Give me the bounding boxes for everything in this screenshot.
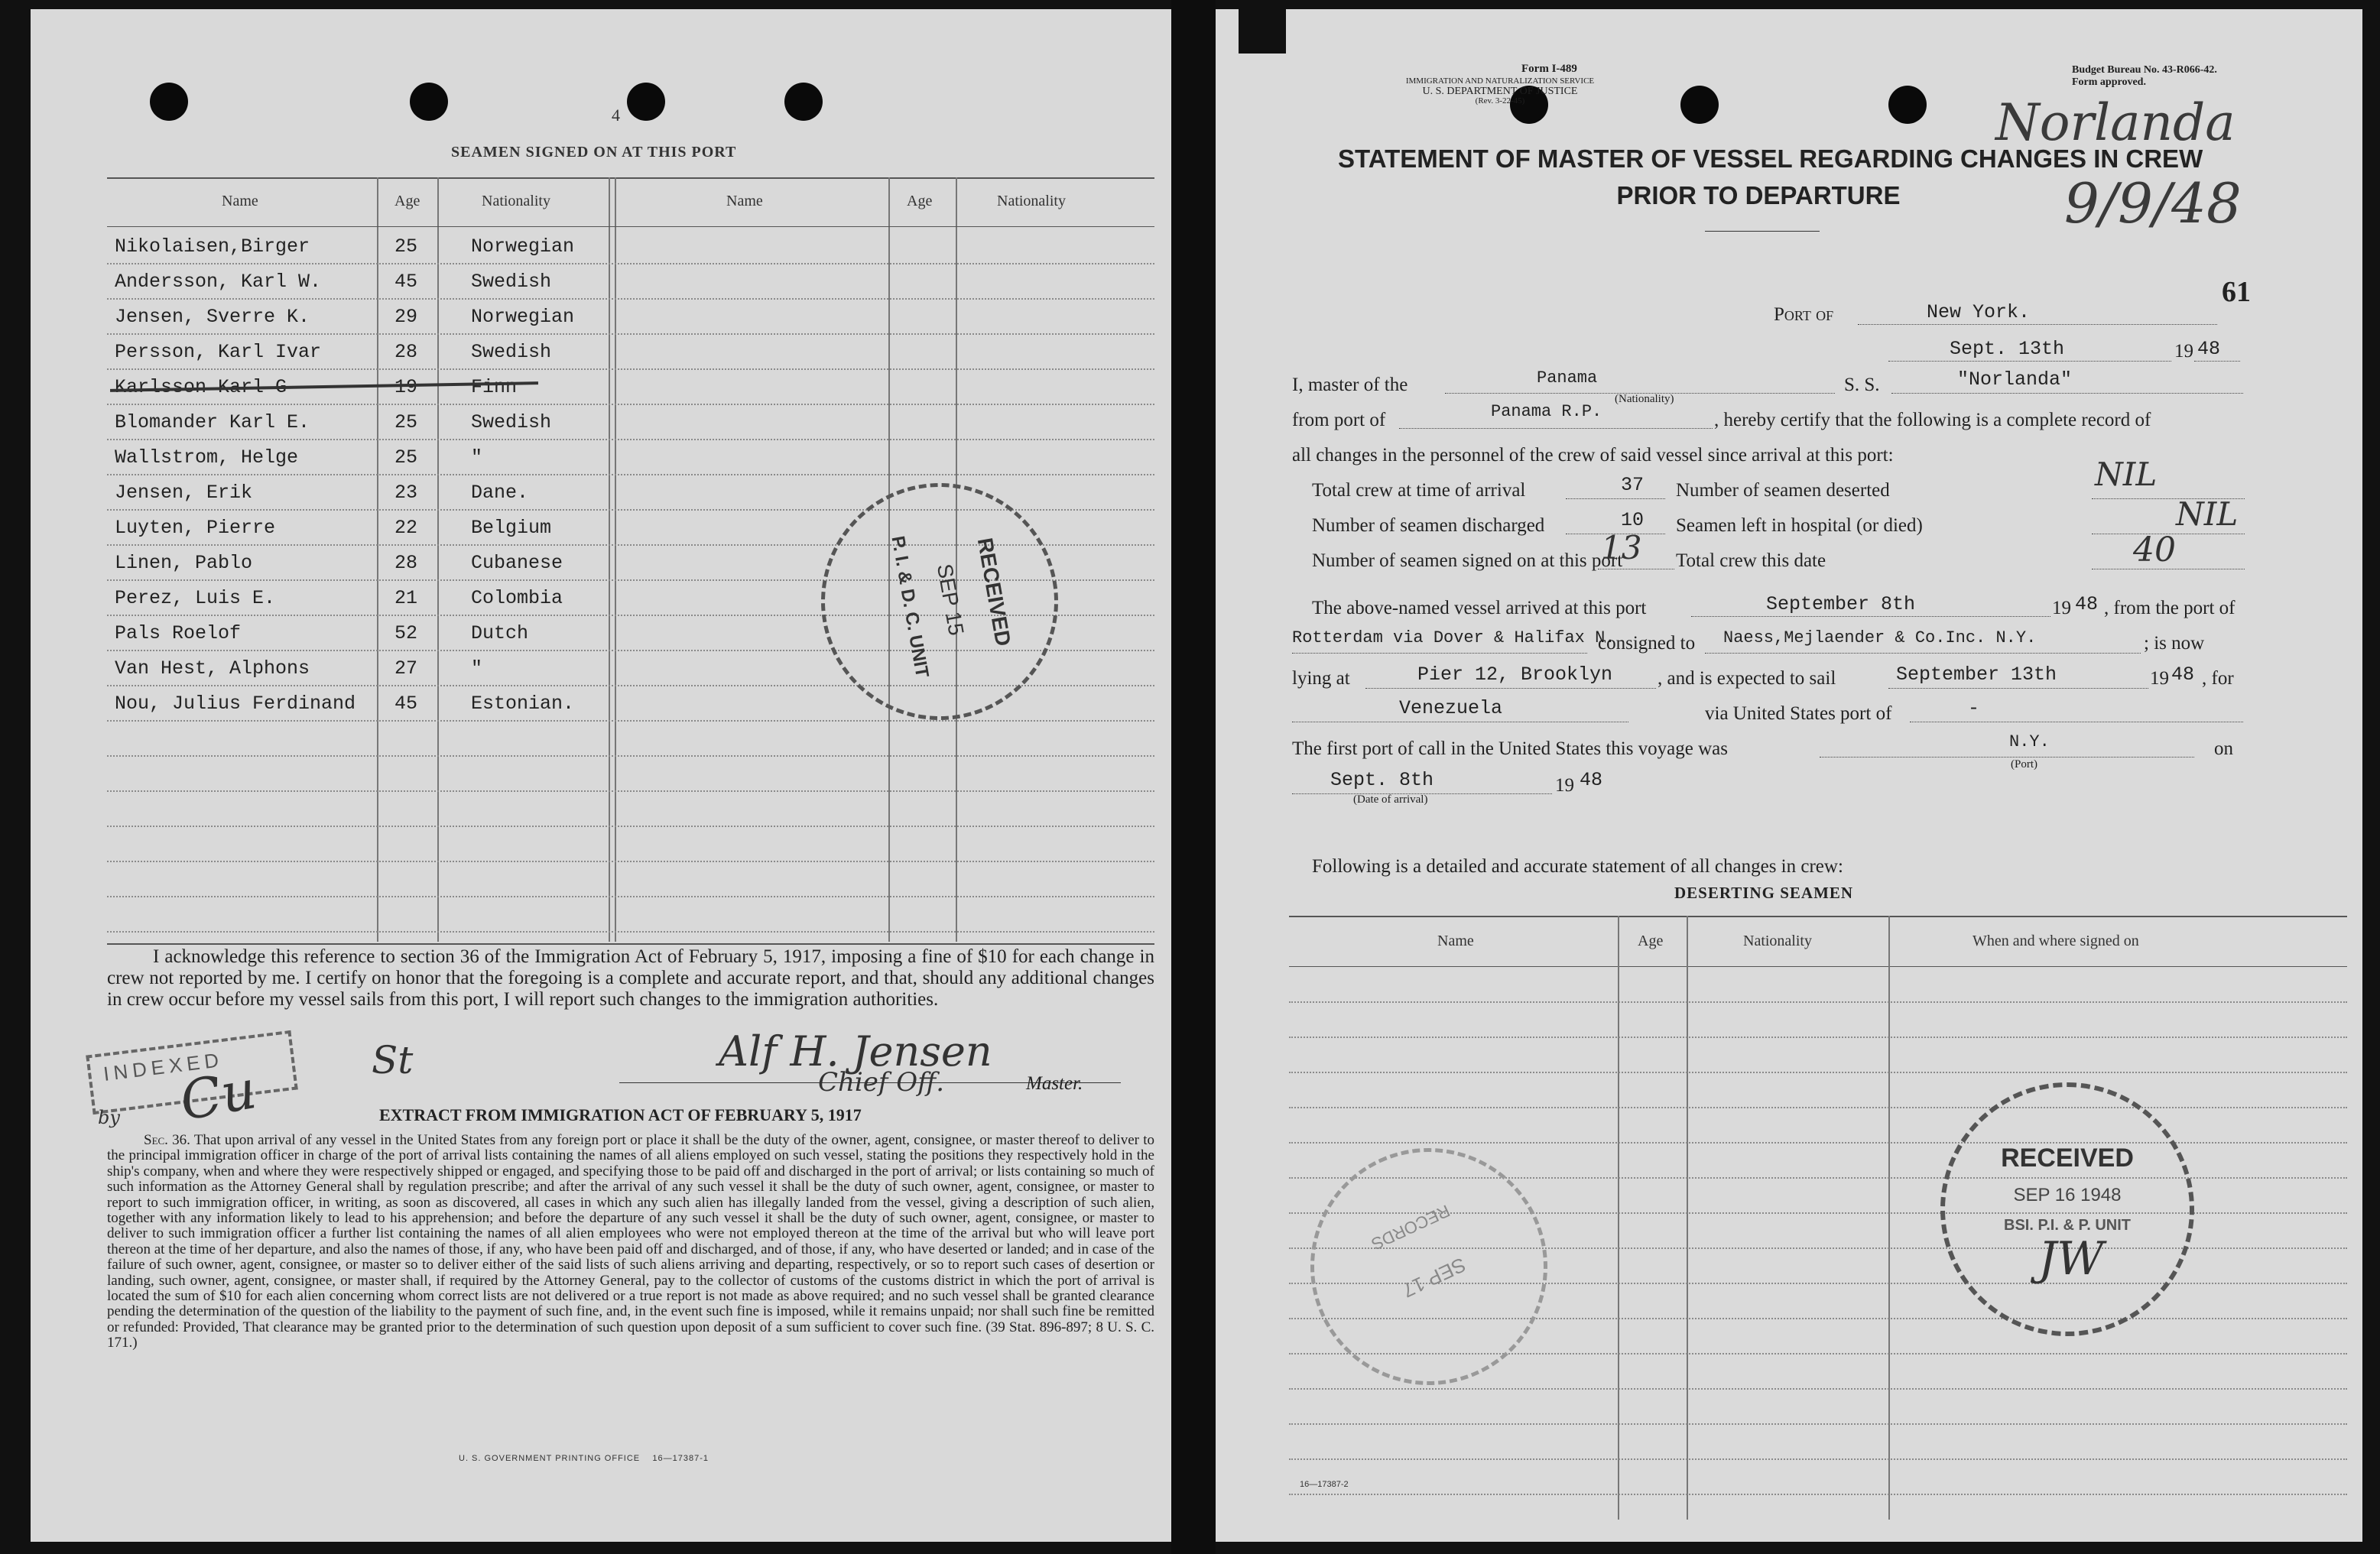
records-stamp: RECORDS SEP 17 <box>1271 1109 1586 1424</box>
col-header-name-2: Name <box>726 193 763 209</box>
punch-hole <box>150 83 188 121</box>
seaman-age: 25 <box>395 235 418 258</box>
seaman-name: Luyten, Pierre <box>115 517 276 539</box>
deserting-table-top <box>1289 916 2347 917</box>
seaman-nationality: Swedish <box>471 271 552 293</box>
deserting-col-nationality: Nationality <box>1743 933 1812 949</box>
is-now-text: ; is now <box>2144 633 2205 654</box>
torn-corner <box>1239 9 1286 54</box>
statement-year: 48 <box>2197 338 2221 360</box>
seaman-age: 19 <box>395 376 418 398</box>
section-title: SEAMEN SIGNED ON AT THIS PORT <box>451 144 737 161</box>
agency-block <box>1263 76 1737 106</box>
col-header-nationality-2: Nationality <box>997 193 1066 209</box>
discharged-label: Number of seamen discharged <box>1312 515 1545 536</box>
punch-hole <box>1888 86 1927 124</box>
seaman-name: Jensen, Sverre K. <box>115 306 310 328</box>
agency-line-1: IMMIGRATION AND NATURALIZATION SERVICE <box>1405 76 1595 86</box>
origin-value: Rotterdam via Dover & Halifax N. <box>1292 628 1615 647</box>
indexed-stamp: INDEXED <box>86 1030 297 1114</box>
punch-hole <box>784 83 823 121</box>
deserting-row <box>1289 1388 2347 1390</box>
arrived-value: September 8th <box>1766 593 1916 615</box>
sail-value: September 13th <box>1896 663 2057 686</box>
seaman-nationality: Belgium <box>471 517 552 539</box>
seaman-nationality: Colombia <box>471 587 563 609</box>
stamp-initials: JW <box>2038 1232 2104 1286</box>
statement-date: Sept. 13th <box>1950 338 2065 360</box>
all-changes-text: all changes in the personnel of the crew of said vessel since arrival at this port: <box>1292 445 1894 466</box>
received-stamp: RECEIVED SEP 15 P. I. & D. C. UNIT <box>802 464 1076 738</box>
form-title-line-1: STATEMENT OF MASTER OF VESSEL REGARDING CHANGES IN CREW <box>1338 144 2203 173</box>
seaman-nationality: Dutch <box>471 622 529 644</box>
seaman-age: 25 <box>395 446 418 469</box>
initials-mark: Cu <box>175 1058 261 1133</box>
deserting-row <box>1289 1423 2347 1425</box>
port-value: New York. <box>1927 301 2031 323</box>
seaman-nationality: Dane. <box>471 482 529 504</box>
seaman-nationality: " <box>471 657 483 680</box>
seaman-name: Andersson, Karl W. <box>115 271 322 293</box>
seaman-nationality: " <box>471 446 483 469</box>
ship-name: "Norlanda" <box>1957 368 2073 391</box>
form-number: Form I-489 <box>1521 63 1577 75</box>
received-stamp-right: RECEIVED SEP 16 1948 BSI. P.I. & P. UNIT JW <box>1940 1082 2194 1336</box>
sail-year: 48 <box>2171 663 2195 686</box>
signature-title: Chief Off. <box>818 1067 945 1098</box>
seaman-nationality: Estonian. <box>471 693 575 715</box>
for-label: , for <box>2202 668 2234 689</box>
seaman-nationality: Swedish <box>471 341 552 363</box>
nationality-caption: (Nationality) <box>1615 393 1674 405</box>
total-crew-value: 40 <box>2133 530 2176 569</box>
following-text: Following is a detailed and accurate statement of all changes in crew: <box>1312 856 1843 877</box>
seaman-name: Blomander Karl E. <box>115 411 310 433</box>
seaman-age: 52 <box>395 622 418 644</box>
seaman-age: 28 <box>395 341 418 363</box>
seaman-name: Pals Roelof <box>115 622 242 644</box>
lying-at-label: lying at <box>1292 668 1350 689</box>
from-port-label: from port of <box>1292 410 1386 430</box>
from-the-port-of: , from the port of <box>2104 598 2236 618</box>
seaman-age: 22 <box>395 517 418 539</box>
port-label: Port of <box>1774 304 1834 325</box>
total-crew-arrival-label: Total crew at time of arrival <box>1312 480 1526 501</box>
deserted-label: Number of seamen deserted <box>1676 480 1890 501</box>
seaman-age: 29 <box>395 306 418 328</box>
indexed-by-label: by <box>98 1107 120 1128</box>
seaman-name: Persson, Karl Ivar <box>115 341 322 363</box>
master-label: Master. <box>1026 1073 1083 1094</box>
table-bottom-rule <box>107 943 1154 945</box>
seaman-name: Linen, Pablo <box>115 552 253 574</box>
page-number: 4 <box>612 105 620 125</box>
sail-year-prefix: 19 <box>2150 668 2169 689</box>
col-header-age: Age <box>395 193 420 209</box>
punch-hole <box>410 83 448 121</box>
deserting-row <box>1289 1072 2347 1073</box>
expected-text: , and is expected to sail <box>1658 668 1836 689</box>
seaman-age: 27 <box>395 657 418 680</box>
deserting-row <box>1289 1001 2347 1003</box>
seaman-age: 45 <box>395 271 418 293</box>
seaman-name: Nikolaisen,Birger <box>115 235 310 258</box>
deserting-col-name: Name <box>1437 933 1474 949</box>
extract-section-label: Sec. 36. <box>144 1132 190 1148</box>
arrival-year: 48 <box>2075 593 2099 615</box>
form-approved: Form approved. <box>2072 76 2146 88</box>
extract-title: EXTRACT FROM IMMIGRATION ACT OF FEBRUARY 5, 1917 <box>379 1105 862 1124</box>
budget-number: Budget Bureau No. 43-R066-42. <box>2072 64 2217 76</box>
seaman-age: 25 <box>395 411 418 433</box>
via-text: via United States port of <box>1705 703 1892 724</box>
extract-body: That upon arrival of any vessel in the United States from any foreign port or place it shall be the duty of the owner, agent, consignee, or master thereof to deliver to the principal immigration officer in charge of the port of arrival lists containing the names of all aliens employed on such vessel, stating the positions they respectively hold in the ship's company, when and where they were respectively shipped or engaged, and specifying those to be paid off and discharged in the port of arrival; or lists containing so much of such information as the Attorney General shall by regulation prescribe; and after the arrival of any such vessel it shall be the duty of such owner, agent, consignee, or master to report to such immigration officer, in writing, as soon as discovered, all cases in which any such alien has illegally landed from the vessel, giving a description of such alien, together with any information likely to lead to his apprehension; and before the departure of any such vessel it shall be the duty of such owner, agent, consignee, or master to deliver to such immigration officer a further list containing the names of all alien employees who were not employed thereon at the time of the arrival but who will leave port thereon at the time of her departure, and also the names of those, if any, who have been paid off and discharged, and of those, if any, who have deserted or landed; and in case of the failure of such owner, agent, consignee, or master so to deliver either of the said lists of such aliens arriving and departing, respectively, or so to report such cases of desertion or landing, such owner, agent, consignee, or master shall, if required by the Attorney General, pay to the collector of customs of the customs district in which the port of arrival is located the sum of $10 for each alien concerning whom correct lists are not delivered or a true report is not made as above required; and no such vessel shall be granted clearance pending the determination of the question of the liability to the payment of such fine, and, in the event such fine is imposed, while it remains unpaid; nor shall such fine be remitted or refunded: Provided, That clearance may be granted prior to the determination of such question upon deposit of a sum sufficient to cover such fine. (39 Stat. 896-897; 8 U. S. C. 171.) <box>107 1132 1154 1351</box>
lying-value: Pier 12, Brooklyn <box>1417 663 1613 686</box>
master-of-label: I, master of the <box>1292 375 1408 395</box>
first-arrival-year-prefix: 19 <box>1555 775 1574 796</box>
right-page <box>1216 9 2362 1542</box>
deserting-col-signed-on: When and where signed on <box>1973 933 2139 949</box>
deserting-col-age: Age <box>1638 933 1664 949</box>
signed-on-value: 13 <box>1601 529 1642 566</box>
seaman-name: Wallstrom, Helge <box>115 446 299 469</box>
punch-hole <box>627 83 665 121</box>
seaman-name: Karlsson Karl G <box>115 376 287 398</box>
seaman-age: 45 <box>395 693 418 715</box>
handwritten-vessel-name: Norlanda <box>1995 93 2236 152</box>
binding-gutter <box>1171 0 1216 1554</box>
ss-label: S. S. <box>1844 375 1880 395</box>
discharged-value: 10 <box>1621 509 1645 531</box>
col-header-name: Name <box>222 193 258 209</box>
destination-value: Venezuela <box>1399 697 1503 719</box>
revision: (Rev. 3-22-45) <box>1475 96 1525 105</box>
hospital-value: NIL <box>2176 495 2239 533</box>
port-caption: (Port) <box>2011 758 2037 771</box>
seaman-nationality: Swedish <box>471 411 552 433</box>
seaman-nationality: Finn <box>471 376 518 398</box>
seaman-age: 28 <box>395 552 418 574</box>
table-top-rule <box>107 177 1154 179</box>
extract-text <box>107 1133 1154 1351</box>
total-crew-label: Total crew this date <box>1676 550 1826 571</box>
agency-line-2: U. S. DEPARTMENT OF JUSTICE <box>1422 86 1578 97</box>
form-title-line-2: PRIOR TO DEPARTURE <box>1616 181 1901 209</box>
year-prefix: 19 <box>2174 341 2193 362</box>
vessel-nationality: Panama <box>1537 368 1598 388</box>
via-value: - <box>1968 697 1980 719</box>
master-signature: Alf H. Jensen <box>719 1027 992 1075</box>
seaman-name: Jensen, Erik <box>115 482 253 504</box>
seaman-name: Nou, Julius Ferdinand <box>115 693 356 715</box>
arrived-text: The above-named vessel arrived at this port <box>1312 598 1647 618</box>
seaman-nationality: Cubanese <box>471 552 563 574</box>
footer-code: 16—17387-2 <box>1300 1480 1349 1489</box>
first-arrival-date: Sept. 8th <box>1330 769 1434 791</box>
seaman-nationality: Norwegian <box>471 235 575 258</box>
seaman-nationality: Norwegian <box>471 306 575 328</box>
consignee-value: Naess,Mejlaender & Co.Inc. N.Y. <box>1723 628 2037 647</box>
first-port-value: N.Y. <box>2009 732 2050 751</box>
first-arrival-year: 48 <box>1580 769 1603 791</box>
seaman-age: 21 <box>395 587 418 609</box>
hospital-label: Seamen left in hospital (or died) <box>1676 515 1923 536</box>
total-crew-arrival-value: 37 <box>1621 474 1645 496</box>
signed-on-label: Number of seamen signed on at this port <box>1312 550 1623 571</box>
left-page <box>31 9 1171 1542</box>
deserting-row <box>1289 1494 2347 1495</box>
deserting-title: DESERTING SEAMEN <box>1674 884 1854 902</box>
seaman-age: 23 <box>395 482 418 504</box>
date-caption: (Date of arrival) <box>1353 793 1428 806</box>
col-header-age-2: Age <box>907 193 933 209</box>
on-label: on <box>2214 738 2233 759</box>
arrival-year-prefix: 19 <box>2052 598 2071 618</box>
deserting-row <box>1289 1107 2347 1108</box>
seaman-name: Van Hest, Alphons <box>115 657 310 680</box>
seaman-name: Perez, Luis E. <box>115 587 276 609</box>
deserted-value: NIL <box>2095 456 2158 493</box>
deserting-row <box>1289 1037 2347 1038</box>
form-sequence-number: 61 <box>2222 276 2251 308</box>
gpo-line: U. S. GOVERNMENT PRINTING OFFICE 16—17387-1 <box>459 1454 709 1463</box>
first-port-text: The first port of call in the United States this voyage was <box>1292 738 1729 759</box>
deserting-row <box>1289 1458 2347 1460</box>
handwritten-date: 9/9/48 <box>2064 171 2242 235</box>
acknowledgement-text: I acknowledge this reference to section 36 of the Immigration Act of February 5, 1917, imposing a fine of $10 for each change in crew not reported by me. I certify on honor that the foregoing is a complete and accurate report, and that, should any additional changes in crew occur before my vessel sails from this port, I will report such changes to the immigration authorities. <box>107 946 1154 1010</box>
handwritten-mark: St <box>372 1038 414 1082</box>
col-header-nationality: Nationality <box>482 193 550 209</box>
consigned-label: consigned to <box>1598 633 1696 654</box>
certify-text: , hereby certify that the following is a complete record of <box>1714 410 2151 430</box>
from-port-value: Panama R.P. <box>1491 402 1602 421</box>
